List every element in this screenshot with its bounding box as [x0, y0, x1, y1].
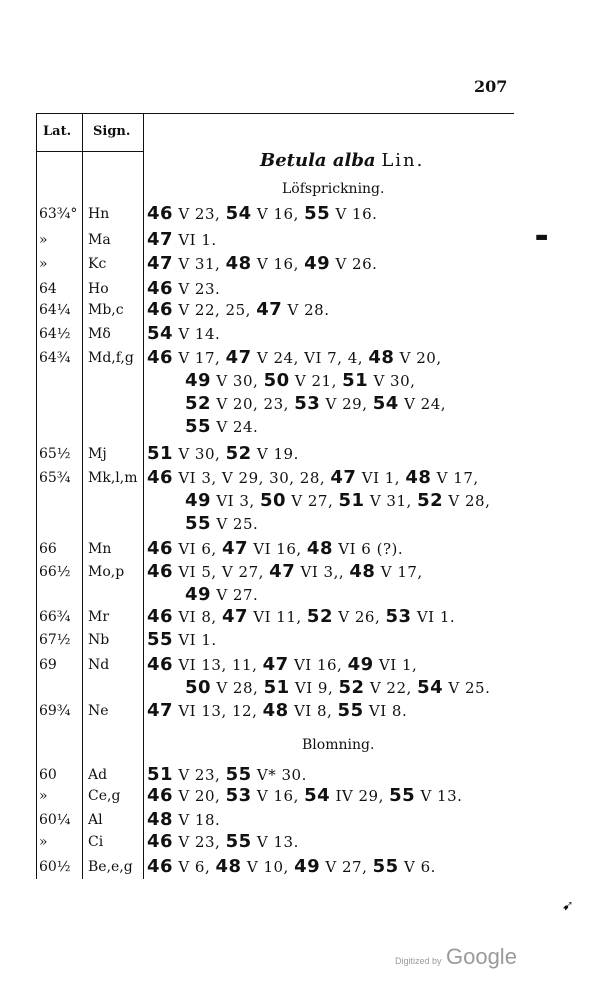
date-text: V 27,	[286, 492, 339, 510]
year-number: 48	[368, 347, 395, 368]
observation-line	[147, 809, 220, 830]
date-text: V 23.	[173, 280, 221, 298]
date-text: V 16,	[251, 255, 305, 273]
observation-line	[147, 764, 307, 785]
year-number: 49	[185, 370, 212, 391]
latitude-cell: »	[39, 256, 48, 272]
station-sign-cell: Al	[88, 812, 103, 828]
year-number: 46	[147, 785, 174, 806]
date-text: V 31,	[364, 492, 418, 510]
year-number: 51	[147, 764, 174, 785]
latitude-cell: 65¾	[39, 470, 71, 486]
year-number: 48	[405, 467, 432, 488]
observation-line	[147, 278, 220, 299]
digitized-label: Digitized by	[395, 956, 442, 966]
year-number: 49	[304, 253, 331, 274]
date-text: V 6,	[173, 858, 216, 876]
year-number: 54	[417, 677, 444, 698]
year-number: 46	[147, 467, 174, 488]
year-number: 47	[269, 561, 296, 582]
date-text: VI 6,	[173, 540, 222, 558]
year-number: 47	[225, 347, 252, 368]
year-number: 47	[147, 229, 174, 250]
station-sign-cell: Ho	[88, 281, 109, 297]
station-sign-cell: Ce,g	[88, 788, 121, 804]
year-number: 54	[372, 393, 399, 414]
observation-line	[147, 203, 377, 224]
station-sign-cell: Ad	[88, 767, 108, 783]
date-text: VI 16,	[288, 656, 348, 674]
observation-line	[147, 467, 479, 488]
date-text: V 18.	[173, 811, 221, 829]
station-sign-cell: Mr	[88, 609, 110, 625]
date-text: VI 5, V 27,	[173, 563, 270, 581]
latitude-cell: 65½	[39, 446, 71, 462]
latitude-cell: »	[39, 834, 48, 850]
lat-column-divider	[36, 113, 37, 879]
date-text: V 16,	[251, 205, 305, 223]
date-text: VI 1.	[173, 231, 217, 249]
year-number: 48	[349, 561, 376, 582]
year-number: 51	[147, 443, 174, 464]
observation-line	[147, 856, 436, 877]
latitude-cell: 69¾	[39, 703, 71, 719]
observation-line	[147, 299, 329, 320]
date-text: V 27,	[320, 858, 373, 876]
year-number: 54	[304, 785, 331, 806]
year-number: 48	[262, 700, 289, 721]
date-text: V 10,	[241, 858, 295, 876]
year-number: 50	[185, 677, 212, 698]
year-number: 46	[147, 299, 174, 320]
station-sign-cell: Mn	[88, 541, 112, 557]
station-sign-cell: Kc	[88, 256, 107, 272]
year-number: 52	[338, 677, 365, 698]
species-name: Betula alba	[260, 150, 376, 171]
latitude-cell: 60	[39, 767, 57, 783]
year-number: 53	[225, 785, 252, 806]
digitized-footer	[395, 944, 517, 970]
margin-mark-flourish: ➹	[562, 898, 574, 914]
date-text: V 25.	[211, 515, 259, 533]
year-number: 47	[221, 606, 248, 627]
date-text: VI 9,	[289, 679, 339, 697]
observation-line	[185, 513, 258, 534]
date-text: V 17,	[375, 563, 423, 581]
year-number: 55	[337, 700, 364, 721]
date-text: V 26,	[332, 608, 386, 626]
observation-line	[147, 831, 299, 852]
date-text: V 26.	[330, 255, 378, 273]
latitude-cell: 64¾	[39, 350, 71, 366]
latitude-cell: »	[39, 232, 48, 248]
date-text: V 23,	[173, 833, 226, 851]
date-text: VI 1,	[356, 469, 406, 487]
date-text: V 20, 23,	[211, 395, 295, 413]
observation-line	[185, 584, 258, 605]
date-text: V 6.	[398, 858, 436, 876]
year-number: 46	[147, 203, 174, 224]
observation-line	[147, 700, 407, 721]
section-heading-leafing: Löfsprickning.	[282, 181, 385, 197]
year-number: 49	[185, 584, 212, 605]
station-sign-cell: Mj	[88, 446, 107, 462]
date-text: V 13.	[251, 833, 299, 851]
station-sign-cell: Mo,p	[88, 564, 125, 580]
date-text: V 17,	[431, 469, 479, 487]
latitude-cell: 60½	[39, 859, 71, 875]
year-number: 49	[185, 490, 212, 511]
observation-line	[185, 370, 415, 391]
station-sign-cell: Ne	[88, 703, 109, 719]
date-text: V 20,	[173, 787, 226, 805]
date-text: VI 8,	[173, 608, 222, 626]
year-number: 55	[185, 416, 212, 437]
year-number: 53	[294, 393, 321, 414]
year-number: 55	[225, 831, 252, 852]
date-text: VI 3,	[211, 492, 260, 510]
year-number: 50	[263, 370, 290, 391]
year-number: 51	[338, 490, 365, 511]
observation-line	[147, 561, 423, 582]
observation-line	[147, 229, 217, 250]
year-number: 51	[263, 677, 290, 698]
station-sign-cell: Ci	[88, 834, 104, 850]
year-number: 47	[147, 253, 174, 274]
observation-line	[147, 253, 377, 274]
date-text: VI 11,	[248, 608, 307, 626]
lat-header: Lat.	[43, 124, 72, 139]
date-text: V 23,	[173, 766, 226, 784]
observation-line	[185, 416, 258, 437]
date-text: V 30,	[368, 372, 416, 390]
year-number: 46	[147, 278, 174, 299]
date-text: V* 30.	[251, 766, 307, 784]
date-text: V 16.	[330, 205, 378, 223]
date-text: V 28,	[211, 679, 264, 697]
latitude-cell: 66	[39, 541, 57, 557]
year-number: 48	[147, 809, 174, 830]
year-number: 49	[294, 856, 321, 877]
page-number: 207	[474, 77, 508, 96]
date-text: IV 29,	[330, 787, 390, 805]
station-sign-cell: Mk,l,m	[88, 470, 138, 486]
year-number: 53	[385, 606, 412, 627]
date-text: V 24, VI 7, 4,	[251, 349, 369, 367]
year-number: 46	[147, 606, 174, 627]
year-number: 46	[147, 561, 174, 582]
observation-line	[147, 654, 417, 675]
year-number: 47	[262, 654, 289, 675]
year-number: 55	[147, 629, 174, 650]
observation-line	[147, 347, 442, 368]
date-text: V 30,	[211, 372, 264, 390]
station-sign-cell: Nd	[88, 657, 110, 673]
date-text: V 24,	[398, 395, 447, 413]
date-text: V 20,	[394, 349, 442, 367]
latitude-cell: »	[39, 788, 48, 804]
year-number: 55	[185, 513, 212, 534]
year-number: 48	[215, 856, 242, 877]
date-text: VI 13, 12,	[173, 702, 263, 720]
year-number: 55	[389, 785, 416, 806]
year-number: 54	[225, 203, 252, 224]
year-number: 52	[417, 490, 444, 511]
year-number: 46	[147, 831, 174, 852]
observation-line	[147, 785, 462, 806]
date-text: V 29,	[320, 395, 373, 413]
sign-data-divider	[143, 113, 144, 879]
station-sign-cell: Ma	[88, 232, 111, 248]
station-sign-cell: Hn	[88, 206, 110, 222]
year-number: 46	[147, 654, 174, 675]
station-sign-cell: Be,e,g	[88, 859, 133, 875]
year-number: 48	[306, 538, 333, 559]
date-text: V 30,	[173, 445, 226, 463]
date-text: VI 3, V 29, 30, 28,	[173, 469, 331, 487]
year-number: 47	[330, 467, 357, 488]
station-sign-cell: Nb	[88, 632, 110, 648]
date-text: V 24.	[211, 418, 259, 436]
date-text: V 28,	[443, 492, 491, 510]
date-text: V 13.	[415, 787, 463, 805]
date-text: V 22, 25,	[173, 301, 257, 319]
year-number: 46	[147, 856, 174, 877]
latitude-cell: 66¾	[39, 609, 71, 625]
latitude-cell: 64¼	[39, 302, 71, 318]
sign-header: Sign.	[93, 124, 131, 139]
observation-line	[147, 606, 455, 627]
observation-line	[147, 323, 220, 344]
year-number: 47	[256, 299, 283, 320]
latitude-cell: 63¾°	[39, 206, 78, 222]
year-number: 50	[259, 490, 286, 511]
date-text: V 19.	[251, 445, 299, 463]
date-text: VI 3,,	[295, 563, 350, 581]
year-number: 52	[225, 443, 252, 464]
date-text: V 23,	[173, 205, 226, 223]
latitude-cell: 69	[39, 657, 57, 673]
date-text: V 21,	[289, 372, 343, 390]
date-text: V 25.	[443, 679, 491, 697]
year-number: 52	[185, 393, 212, 414]
date-text: V 14.	[173, 325, 221, 343]
date-text: V 16,	[251, 787, 305, 805]
year-number: 55	[372, 856, 399, 877]
lat-sign-divider	[82, 113, 83, 879]
date-text: VI 8,	[288, 702, 338, 720]
year-number: 55	[225, 764, 252, 785]
date-text: VI 13, 11,	[173, 656, 263, 674]
header-rule	[36, 151, 143, 152]
date-text: VI 6 (?).	[332, 540, 404, 558]
latitude-cell: 66½	[39, 564, 71, 580]
year-number: 54	[147, 323, 174, 344]
latitude-cell: 67½	[39, 632, 71, 648]
observation-line	[147, 443, 299, 464]
section-heading-flowering: Blomning.	[302, 737, 375, 753]
station-sign-cell: Md,f,g	[88, 350, 134, 366]
margin-mark-dash: ▬	[535, 229, 549, 245]
observation-line	[185, 677, 490, 698]
latitude-cell: 64½	[39, 326, 71, 342]
top-rule	[36, 113, 514, 114]
species-author: Lin.	[381, 150, 425, 171]
date-text: V 17,	[173, 349, 226, 367]
observation-line	[185, 490, 490, 511]
observation-line	[185, 393, 446, 414]
year-number: 48	[225, 253, 252, 274]
date-text: VI 1.	[173, 631, 217, 649]
year-number: 55	[304, 203, 331, 224]
date-text: V 22,	[364, 679, 418, 697]
date-text: VI 1,	[373, 656, 418, 674]
date-text: V 27.	[211, 586, 259, 604]
date-text: VI 1.	[411, 608, 456, 626]
species-title	[260, 150, 424, 171]
observation-line	[147, 629, 217, 650]
latitude-cell: 60¼	[39, 812, 71, 828]
year-number: 52	[306, 606, 333, 627]
google-logo: Google	[445, 944, 517, 969]
observation-line	[147, 538, 403, 559]
date-text: V 28.	[282, 301, 330, 319]
date-text: VI 16,	[248, 540, 307, 558]
station-sign-cell: Mδ	[88, 326, 111, 342]
year-number: 47	[147, 700, 174, 721]
year-number: 49	[347, 654, 374, 675]
date-text: VI 8.	[363, 702, 408, 720]
year-number: 46	[147, 538, 174, 559]
station-sign-cell: Mb,c	[88, 302, 124, 318]
date-text: V 31,	[173, 255, 226, 273]
year-number: 47	[221, 538, 248, 559]
year-number: 46	[147, 347, 174, 368]
latitude-cell: 64	[39, 281, 57, 297]
year-number: 51	[342, 370, 369, 391]
